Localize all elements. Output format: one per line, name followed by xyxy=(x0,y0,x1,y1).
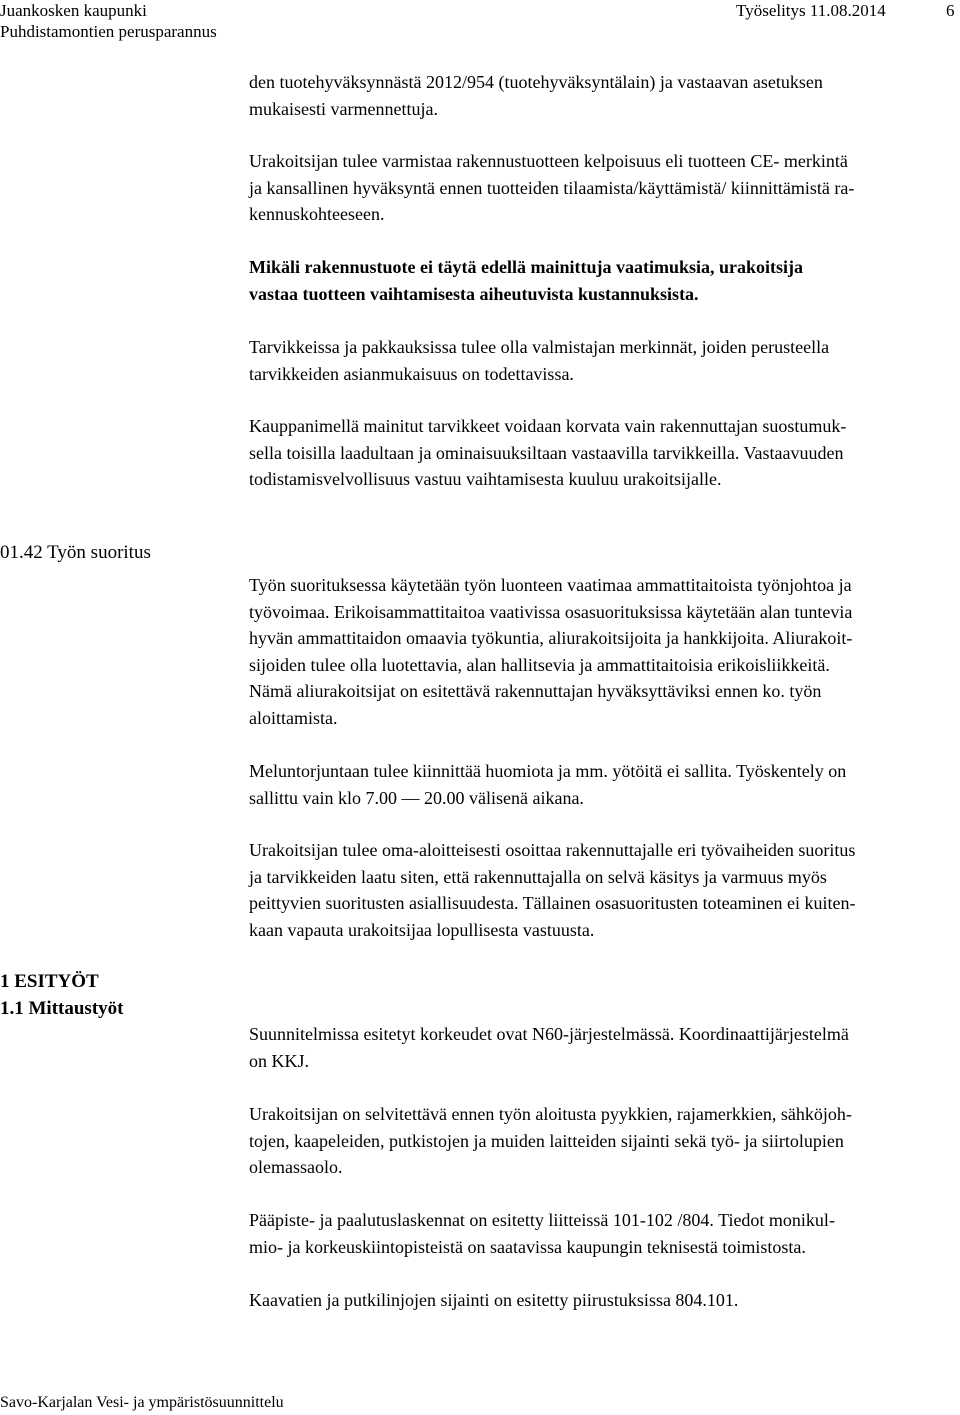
paragraph-line: ja kansallinen hyväksyntä ennen tuotteiden tilaamista/käyttämistä/ kiinnittämistä ra- xyxy=(249,177,855,198)
paragraph-line: on KKJ. xyxy=(249,1050,310,1071)
paragraph-line: todistamisvelvollisuus vastuu vaihtamisesta kuuluu urakoitsijalle. xyxy=(249,469,722,489)
paragraph-line: kaan vapauta urakoitsijaa lopullisesta vastuusta. xyxy=(249,919,595,940)
paragraph-line: työvoimaa. Erikoisammattitaitoa vaativissa osasuorituksissa käytetään alan tuntevia xyxy=(249,601,853,622)
paragraph-line: hyvän ammattitaidon omaavia työkuntia, aliurakoitsijoita ja hankkijoita. Aliurakoit- xyxy=(249,628,853,648)
paragraph-line: mukaisesti varmennettuja. xyxy=(249,98,438,119)
paragraph-line: kennuskohteeseen. xyxy=(249,204,385,224)
section-heading-mittaustyot: 1.1 Mittaustyöt xyxy=(0,998,124,1019)
header-document-title: Työselitys 11.08.2014 xyxy=(736,1,886,20)
paragraph-line: sella toisilla laadultaan ja ominaisuuksiltaan vastaavilla tarvikkeilla. Vastaavuuden xyxy=(249,442,844,463)
paragraph-line: Kaavatien ja putkilinjojen sijainti on esitetty piirustuksissa 804.101. xyxy=(249,1290,739,1310)
paragraph-line: tarvikkeiden asianmukaisuus on todettavissa. xyxy=(249,363,574,384)
paragraph-noise-control xyxy=(249,758,955,811)
paragraph-line: Urakoitsijan on selvitettävä ennen työn aloitusta pyykkien, rajamerkkien, sähköjoh- xyxy=(249,1104,852,1124)
paragraph-ce-marking xyxy=(249,148,955,228)
paragraph-line: sijoiden tulee olla luotettavia, alan hallitsevia ja ammattitaitoisia erikoisliikkeitä. xyxy=(249,654,830,675)
paragraph-line: Työn suorituksessa käytetään työn luonteen vaatimaa ammattitaitoista työnjohtoa ja xyxy=(249,575,852,595)
paragraph-line: Mikäli rakennustuote ei täytä edellä mainittuja vaatimuksia, urakoitsija xyxy=(249,257,804,277)
paragraph-requirements-bold xyxy=(249,254,955,307)
paragraph-line: mio- ja korkeuskiintopisteistä on saatavissa kaupungin teknisestä toimistosta. xyxy=(249,1236,806,1257)
paragraph-line: Urakoitsijan tulee varmistaa rakennustuotteen kelpoisuus eli tuotteen CE- merkintä xyxy=(249,151,848,171)
paragraph-line: Tarvikkeissa ja pakkauksissa tulee olla valmistajan merkinnät, joiden perusteella xyxy=(249,337,830,357)
paragraph-line: den tuotehyväksynnästä 2012/954 (tuotehyväksyntälain) ja vastaavan asetuksen xyxy=(249,72,823,92)
paragraph-line: Urakoitsijan tulee oma-aloitteisesti osoittaa rakennuttajalle eri työvaiheiden suoritus xyxy=(249,840,856,860)
paragraph-height-system xyxy=(249,1021,955,1074)
paragraph-survey-calculations xyxy=(249,1207,955,1260)
paragraph-line: tojen, kaapeleiden, putkistojen ja muiden laitteiden sijainti sekä työ- ja siirtolupien xyxy=(249,1130,844,1151)
footer-company: Savo-Karjalan Vesi- ja ympäristösuunnittelu xyxy=(0,1394,284,1411)
paragraph-line: Nämä aliurakoitsijat on esitettävä rakennuttajan hyväksyttäviksi ennen ko. työn xyxy=(249,681,822,701)
paragraph-line: sallittu vain klo 7.00 — 20.00 välisenä aikana. xyxy=(249,787,584,808)
section-heading-work-execution: 01.42 Työn suoritus xyxy=(0,542,151,563)
page-number: 6 xyxy=(946,1,955,20)
paragraph-product-approval xyxy=(249,69,955,122)
header-organization: Juankosken kaupunki xyxy=(0,1,147,20)
paragraph-line: Suunnitelmissa esitetyt korkeudet ovat N60-järjestelmässä. Koordinaattijärjestelmä xyxy=(249,1024,849,1044)
paragraph-line: Pääpiste- ja paalutuslaskennat on esitetty liitteissä 101-102 /804. Tiedot monikul- xyxy=(249,1210,835,1230)
paragraph-line: Meluntorjuntaan tulee kiinnittää huomiota ja mm. yötöitä ei sallita. Työskentely on xyxy=(249,761,847,781)
header-project: Puhdistamontien perusparannus xyxy=(0,22,217,41)
paragraph-line: aloittamista. xyxy=(249,707,338,728)
paragraph-site-survey xyxy=(249,1101,955,1181)
paragraph-line: ja tarvikkeiden laatu siten, että rakennuttajalla on selvä käsitys ja varmuus myös xyxy=(249,866,827,887)
paragraph-drawings-reference xyxy=(249,1287,955,1314)
paragraph-line: peittyvien suoritusten asiallisuudesta. Tällainen osasuoritusten toteaminen ei kuiten- xyxy=(249,893,856,913)
paragraph-line: olemassaolo. xyxy=(249,1157,343,1177)
paragraph-quality-demonstration xyxy=(249,837,955,943)
section-heading-esityot: 1 ESITYÖT xyxy=(0,971,99,992)
paragraph-packaging-markings xyxy=(249,334,955,387)
paragraph-line: vastaa tuotteen vaihtamisesta aiheutuvista kustannuksista. xyxy=(249,283,699,304)
paragraph-trade-names xyxy=(249,413,955,493)
paragraph-work-supervision xyxy=(249,572,955,731)
paragraph-line: Kauppanimellä mainitut tarvikkeet voidaan korvata vain rakennuttajan suostumuk- xyxy=(249,416,847,436)
